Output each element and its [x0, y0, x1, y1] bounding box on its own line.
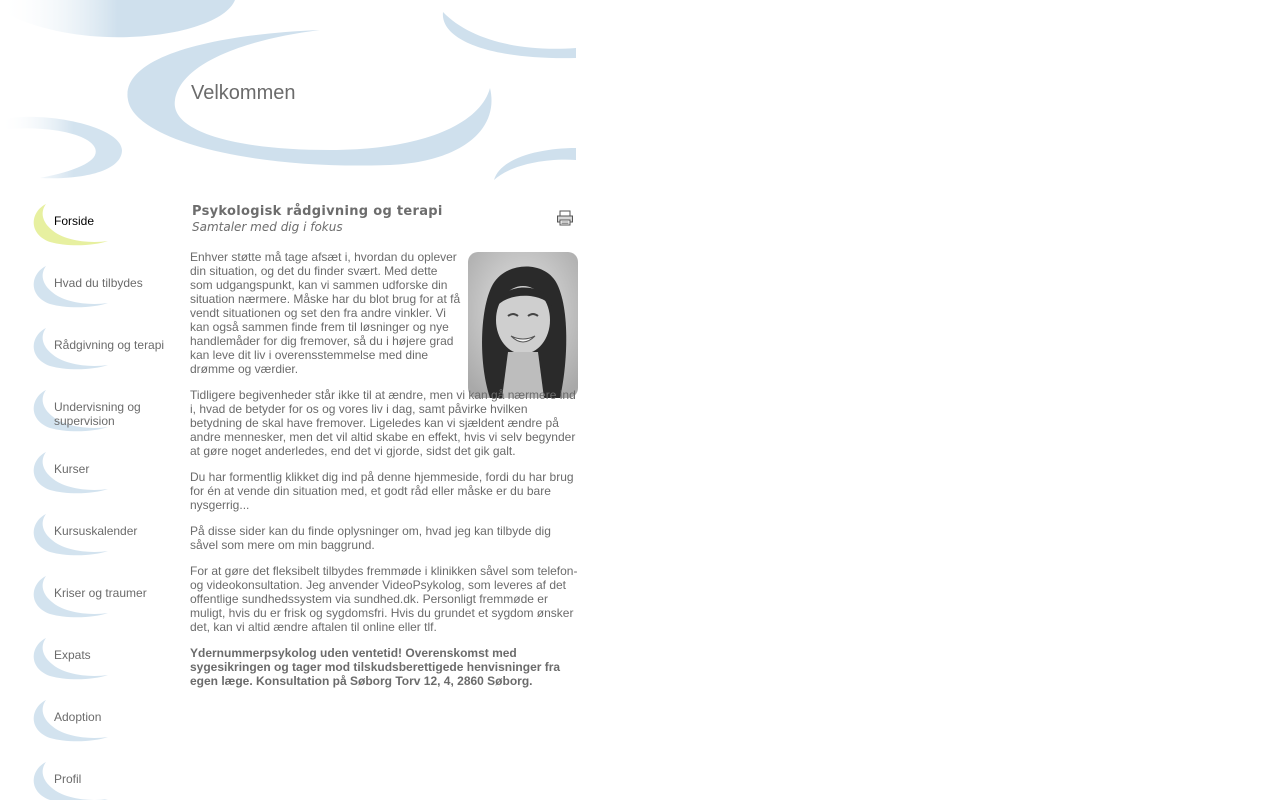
- paragraph-reason: Du har formentlig klikket dig ind på denne hjemmeside, fordi du har brug for én at vende din situation med, et godt råd eller måske er du bare nysgerrig...: [190, 470, 574, 512]
- header-banner: [0, 0, 576, 190]
- nav-label: Kriser og traumer: [54, 586, 147, 600]
- nav-item-hvad-du-tilbydes[interactable]: [28, 262, 178, 322]
- section-title: Psykologisk rådgivning og terapi: [192, 204, 443, 219]
- paragraph-intro: Enhver støtte må tage afsæt i, hvordan du oplever din situation, og det du finder svært. Med dette som udgangspunkt, kan vi sammen udforske din situation nærmere. Måske har du blot brug for at få vendt situationen og set den fra andre vinkler. Vi kan også sammen finde frem til løsninger og nye handlemåder for dig fremover, så du i højere grad kan leve dit liv i overensstemmelse med dine drømme og værdier.: [190, 250, 461, 376]
- nav-item-kursuskalender[interactable]: [28, 510, 178, 570]
- nav-label: Hvad du tilbydes: [54, 276, 143, 290]
- nav-label: Rådgivning og terapi: [54, 338, 165, 352]
- nav-item-forside[interactable]: [28, 200, 178, 260]
- section-subtitle: Samtaler med dig i fokus: [192, 220, 343, 234]
- nav-item-kurser[interactable]: [28, 448, 178, 508]
- nav-label: Adoption: [54, 710, 102, 724]
- nav-label: Undervisning og supervision: [54, 400, 141, 428]
- nav-item-kriser[interactable]: [28, 572, 178, 632]
- paragraph-flexible: For at gøre det fleksibelt tilbydes fremmøde i klinikken såvel som telefon- og videokonsultation. Jeg anvender VideoPsykolog, som leveres af det offentlige sundhedssystem via sundhed.dk. Personligt fremmøde er muligt, hvis du er frisk og sygdomsfri. Hvis du grundet et sygdom ønsker det, kan vi altid ændre aftalen til online eller tlf.: [190, 564, 578, 634]
- body-text: [190, 250, 578, 700]
- paragraph-highlight: Ydernummerpsykolog uden ventetid! Overenskomst med sygesikringen og tager mod tilskudsberettigede henvisninger fra egen læge. Konsultation på Søborg Torv 12, 4, 2860 Søborg.: [190, 646, 561, 688]
- nav-item-adoption[interactable]: [28, 696, 178, 756]
- nav-label: Kurser: [54, 462, 90, 476]
- nav-item-undervisning[interactable]: [28, 386, 178, 446]
- nav-item-profil[interactable]: [28, 758, 178, 800]
- page-title: Velkommen: [191, 82, 296, 104]
- nav-label: Kursuskalender: [54, 524, 138, 538]
- paragraph-past: Tidligere begivenheder står ikke til at ændre, men vi kan gå nærmere ind i, hvad de betyder for os og vores liv i dag, samt påvirke hvilken betydning de skal have fremover. Ligeledes kan vi sjældent ændre på andre mennesker, men det vil altid skabe en effekt, hvis vi selv begynder at gøre noget anderledes, end det vi gjorde, sidst det gik galt.: [190, 388, 576, 458]
- nav-item-expats[interactable]: [28, 634, 178, 694]
- nav-label: Expats: [54, 648, 91, 662]
- paragraph-info: På disse sider kan du finde oplysninger om, hvad jeg kan tilbyde dig såvel som mere om min baggrund.: [190, 524, 551, 552]
- nav-label: Forside: [54, 214, 95, 228]
- printer-icon[interactable]: [556, 210, 574, 226]
- nav-item-raadgivning[interactable]: [28, 324, 178, 384]
- nav-label: Profil: [54, 772, 82, 786]
